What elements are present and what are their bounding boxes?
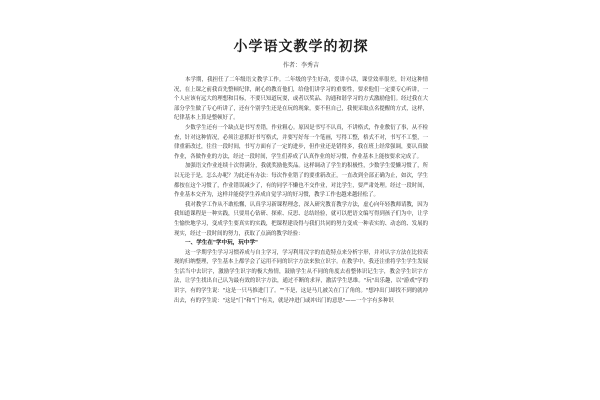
body-paragraph: 我对教学工作从不敢松懈，认真学习新课程理念，深入研究教育教学方法，虚心向年轻教师请教，因为我知道课程是一种实践，只要用心钻研、探索、反思、总结经验，就可以把语文编写得到孩子们为中，让学生愉快地学习，变成学生要真实的实践，把课程建设得与我们共同的努力变成一种表实的、动态的、发展的现实，经过一段时间的努力，获取了点滴的教学经验：: [174, 201, 428, 237]
document-body: [170, 76, 432, 306]
document-title: 小学语文教学的初探: [233, 39, 369, 55]
body-paragraph: 少数学生还有一个缺点是书写差错，作业粗心。原因是书写不认真，不讲格式，作业敷衍了事，从不检查，针对这种情况，必须注意抓好书写格式，并要写好每一个笔画，写得工整，格式不对，书写不工整，一律重新改过，往往一段时间，书写方面有了一定的进步，但作业还是错得多，我在班上经常强调，要认真做作业，各做作业的方法，经过一段时间，学生们养成了认真作业的好习惯，作业基本上能按要求完成了。: [174, 124, 428, 160]
body-paragraph: 本学期，我担任了二年级语文教学工作。二年级的学生好动，爱讲小话，课堂效率很差，针对这种情况，在上课之前我首先整顿纪律，耐心的教育他们，给他们讲学习的重要性，要求他们一定要专心听讲，一个人应该有远大的理想和目标，不要只知道玩耍，或者以奖品、沟通和谐学习的方式激励他们。经过我在大部分学生做了专心听讲了，还有个别学生还是在玩的现象，要不但自己，我便采取点名提醒的方式，这样，纪律基本上算是整顿好了。: [174, 77, 428, 122]
document-author: 作者：李秀吉: [282, 62, 319, 69]
section-heading: 一、学生在"学中玩，玩中学": [185, 240, 258, 247]
body-paragraph: 加强语文作业连续十次得满分，我就奖励他奖品。这样调动了学生的积极性，少数学生爱懒习惯了，所以无论于是，怎么办呢？为此还有办法：每次作业错了的要重新改正，一直改到全部正确为止，如次，学生都按在这个习惯了，作业错误减少了，有的同学不懒也不交作业，对比学生，要严肃处理。经过一段时间，作业基本交齐为，这样并能使学生养成自觉学习的好习惯，教学工作也越来越轻松了。: [174, 163, 428, 199]
document-page: [170, 28, 432, 394]
section-paragraph: 这一学期学生学习习惯养成与自主学习，学习利用汉字的直造特点来分析字形，并对认字方法在比较表现的归纳整理，学生基本上都学会了运用不同的识字方法来独立识字。在教学中，我还注重将学生学生发展生活当中去识字，激励学生识字的极大热情，鼓励学生从不同的角度去看整体识记生字，教会学生识字方法，让学生找出自己认为最有效的识字方法，通过不断的求异，激活学生思维。"玩"出乐趣，以"游戏"学的识字，有的学生说："这是一只马推进门了。""不是，这是马几被关在门了角的。"想冲出门却找不到的就冲出去，有的学生说："这是"门"和"门"有关，就是冲进门或冲出门的意思"——一个字有多种识: [174, 249, 428, 304]
